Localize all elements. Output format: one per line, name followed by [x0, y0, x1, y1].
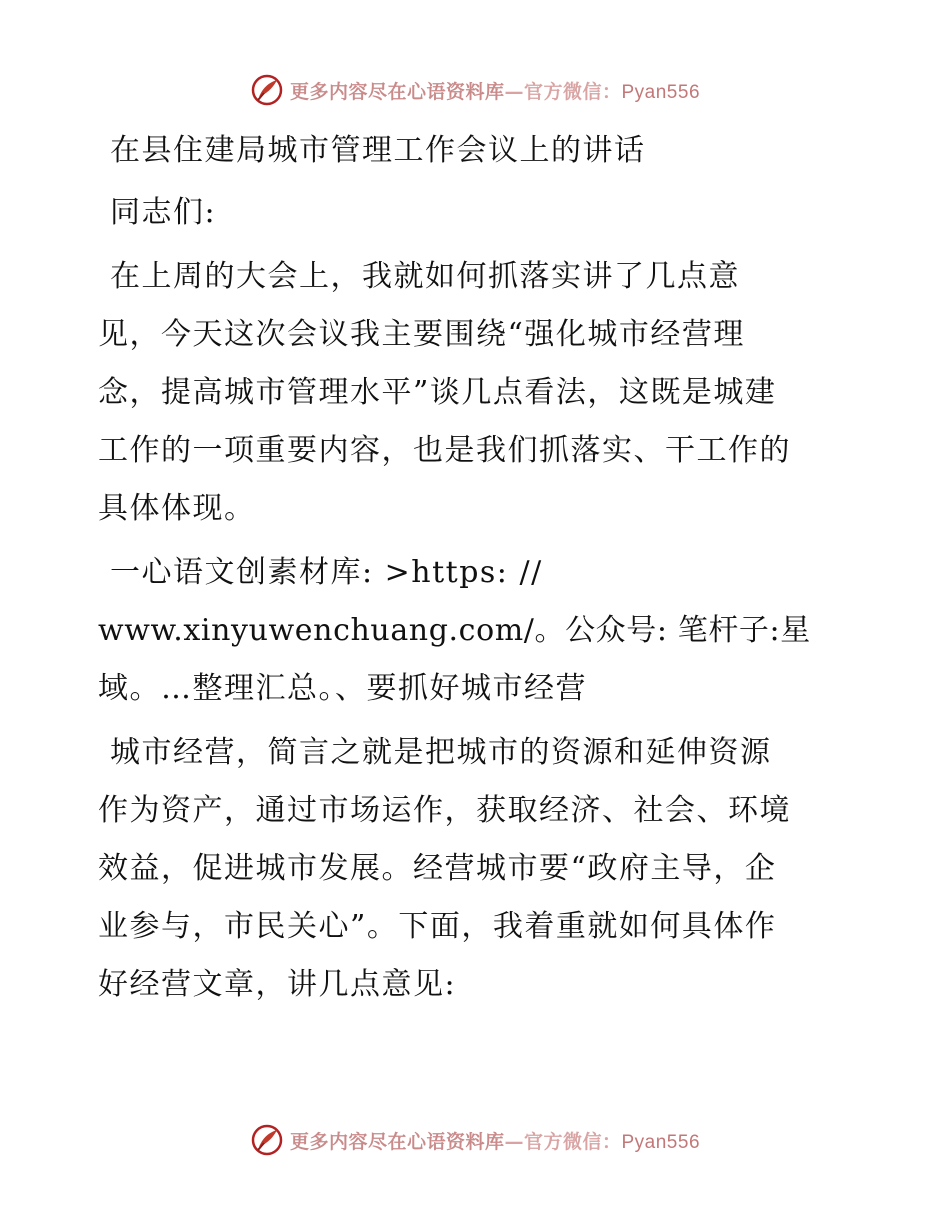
- feather-pen-logo-icon: [250, 1123, 284, 1157]
- paragraph-line: 作为资产，通过市场运作，获取经济、社会、环境: [98, 793, 791, 828]
- paragraph-line: 一心语文创素材库: >https: //: [110, 555, 543, 590]
- document-body: [98, 122, 858, 1014]
- paragraph-2: [98, 544, 858, 718]
- greeting: 同志们:: [110, 195, 217, 230]
- paragraph-line: 具体体现。: [98, 491, 256, 526]
- footer-banner: [0, 1120, 950, 1160]
- banner-wechat-id: Pyan556: [621, 81, 701, 103]
- paragraph-line: 效益，促进城市发展。经营城市要“政府主导，企: [98, 851, 777, 886]
- banner-official: 官方微信：: [523, 1130, 622, 1153]
- paragraph-line: 念，提高城市管理水平”谈几点看法，这既是城建: [98, 375, 777, 410]
- feather-pen-logo-icon: [250, 73, 284, 107]
- header-banner: [0, 70, 950, 110]
- paragraph-1: [98, 248, 858, 538]
- banner-text: [290, 77, 700, 104]
- banner-lead: 更多内容尽在心语资料库: [289, 80, 505, 103]
- banner-wechat-id: Pyan556: [621, 1131, 701, 1153]
- paragraph-line: 在上周的大会上，我就如何抓落实讲了几点意: [110, 259, 740, 294]
- paragraph-3: [98, 724, 858, 1014]
- document-title: 在县住建局城市管理工作会议上的讲话: [110, 133, 646, 168]
- paragraph-line: 工作的一项重要内容，也是我们抓落实、干工作的: [98, 433, 791, 468]
- banner-lead: 更多内容尽在心语资料库: [289, 1130, 505, 1153]
- paragraph-line: 城市经营，简言之就是把城市的资源和延伸资源: [110, 735, 772, 770]
- source-url-line: www.xinyuwenchuang.com/。公众号: 笔杆子:星: [98, 613, 811, 648]
- banner-dash: —: [504, 80, 524, 103]
- banner-official: 官方微信：: [523, 80, 622, 103]
- paragraph-line: 业参与，市民关心”。下面，我着重就如何具体作: [98, 909, 777, 944]
- banner-text: [290, 1127, 700, 1154]
- paragraph-line: 好经营文章，讲几点意见:: [98, 967, 457, 1002]
- paragraph-line: 域。…整理汇总。、要抓好城市经营: [98, 671, 587, 706]
- paragraph-line: 见，今天这次会议我主要围绕“强化城市经营理: [98, 317, 745, 352]
- banner-dash: —: [504, 1130, 524, 1153]
